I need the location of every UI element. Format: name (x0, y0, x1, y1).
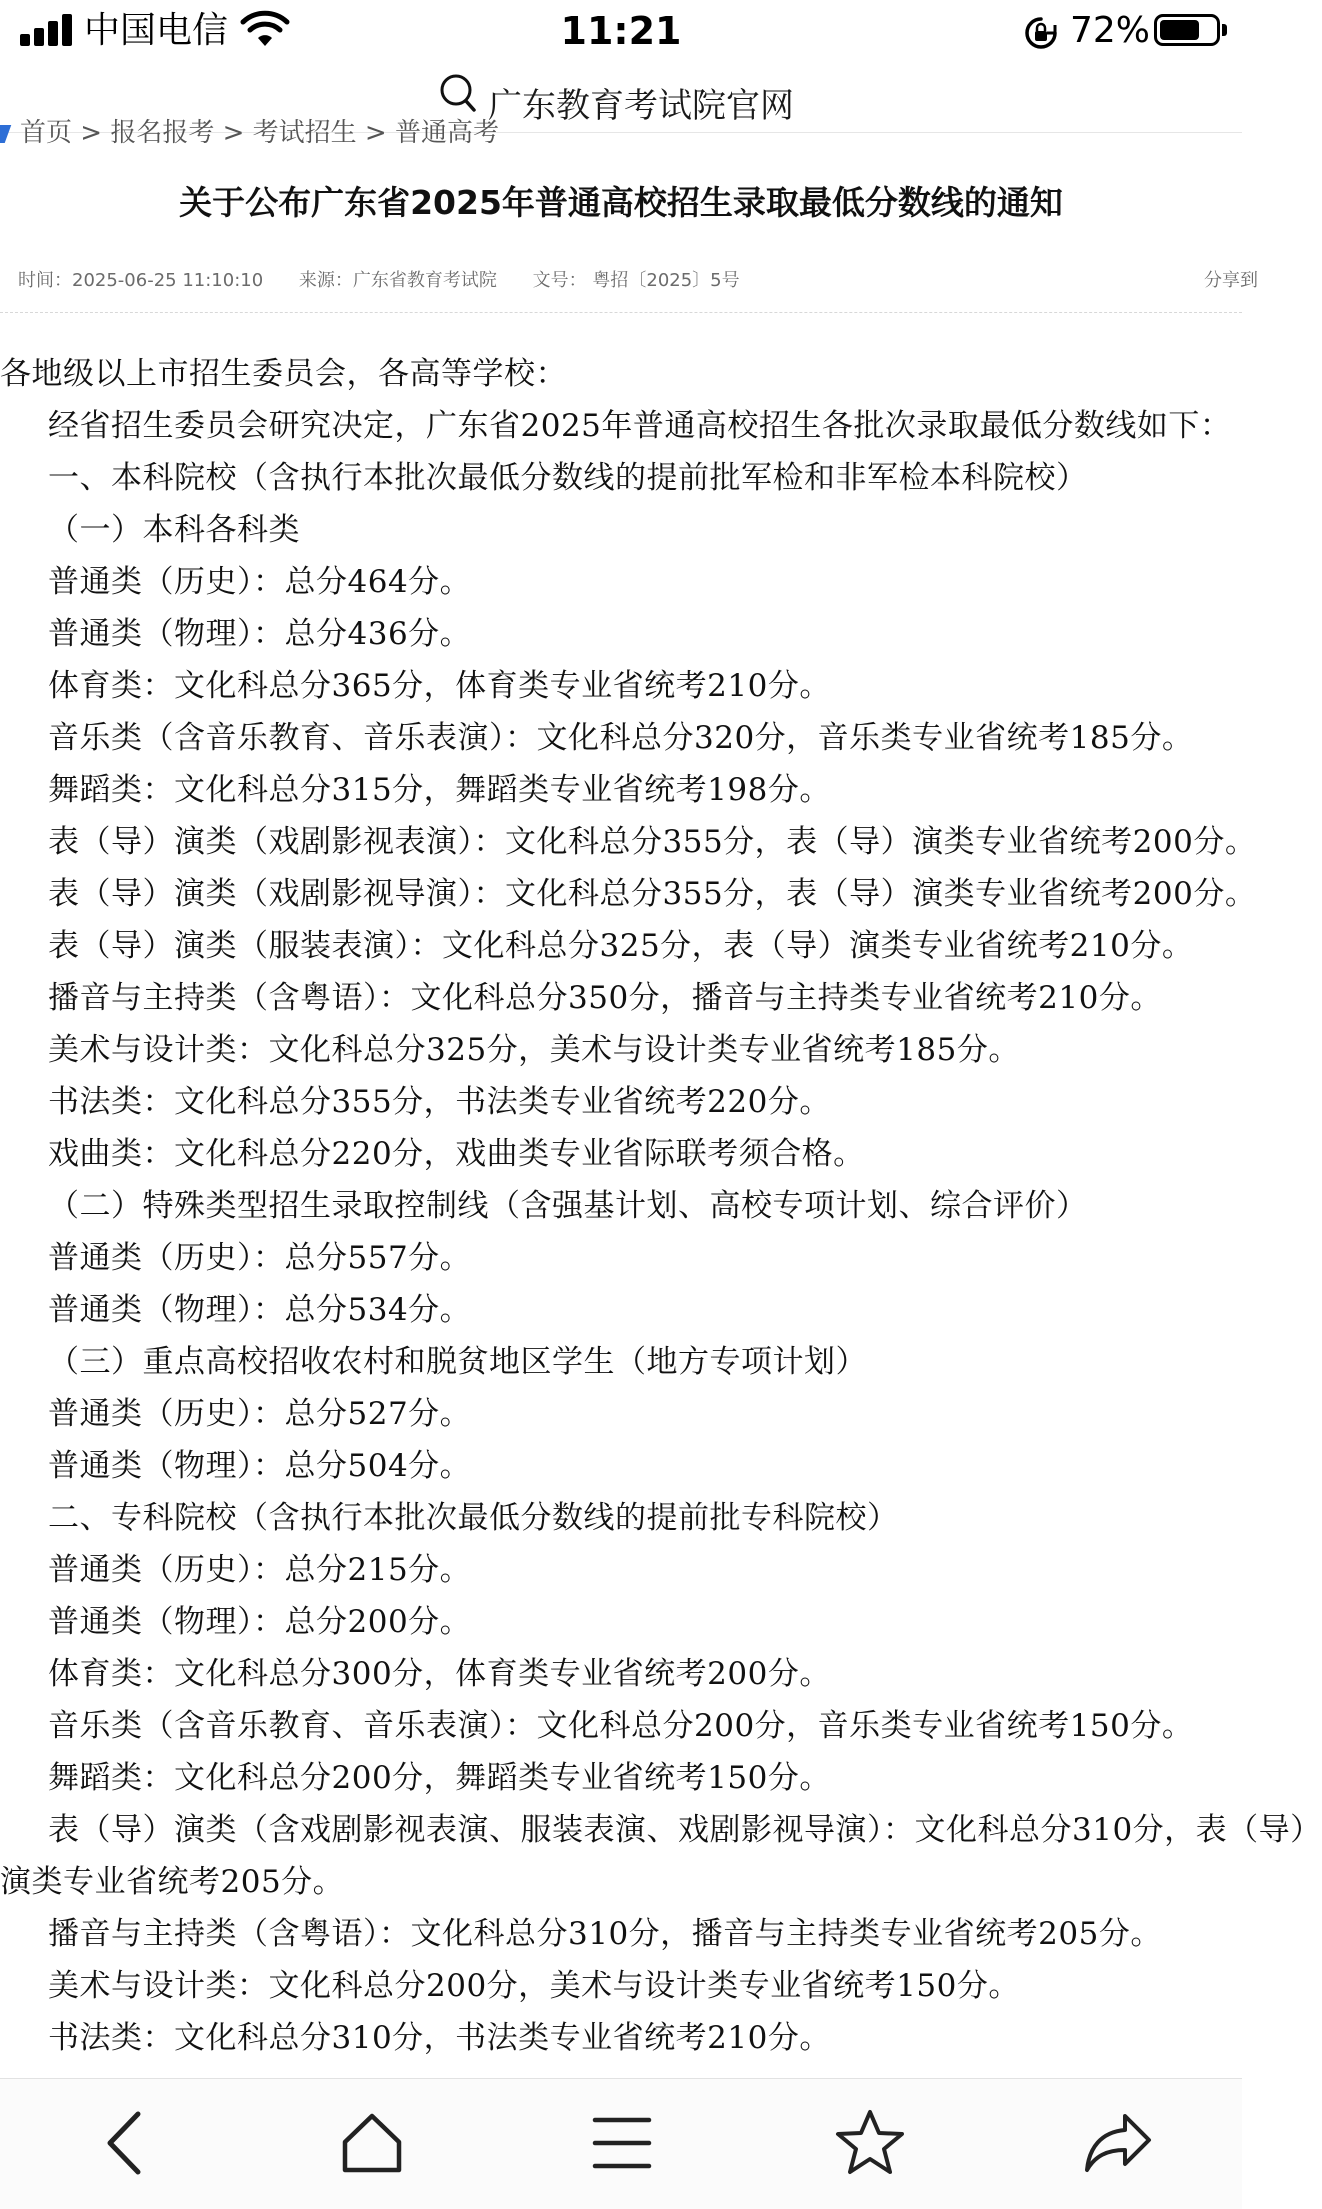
paragraph-line: 普通类（物理）：总分436分。 (48, 616, 472, 652)
section-heading: 一、本科院校（含执行本批次最低分数线的提前批军检和非军检本科院校） (48, 460, 1088, 496)
subsection-heading: （一）本科各科类 (48, 512, 300, 548)
section-heading: 二、专科院校（含执行本批次最低分数线的提前批专科院校） (48, 1500, 899, 1536)
paragraph-line: 普通类（物理）：总分504分。 (48, 1448, 472, 1484)
back-button[interactable] (66, 2093, 186, 2193)
paragraph-line: 演类专业省统考205分。 (0, 1864, 345, 1900)
paragraph-line: 播音与主持类（含粤语）：文化科总分310分，播音与主持类专业省统考205分。 (48, 1916, 1162, 1952)
location-icon (0, 125, 11, 143)
paragraph-line: 播音与主持类（含粤语）：文化科总分350分，播音与主持类专业省统考210分。 (48, 980, 1162, 1016)
favorite-icon (834, 2107, 906, 2179)
meta-divider (0, 312, 1242, 313)
battery-level-fill (1160, 20, 1199, 40)
menu-button[interactable] (562, 2093, 682, 2193)
paragraph-line: 美术与设计类：文化科总分325分，美术与设计类专业省统考185分。 (48, 1032, 1020, 1068)
paragraph-line: 体育类：文化科总分365分，体育类专业省统考210分。 (48, 668, 831, 704)
paragraph-line: 普通类（历史）：总分215分。 (48, 1552, 472, 1588)
status-bar (0, 0, 1242, 62)
paragraph-line: 美术与设计类：文化科总分200分，美术与设计类专业省统考150分。 (48, 1968, 1020, 2004)
paragraph-line: 体育类：文化科总分300分，体育类专业省统考200分。 (48, 1656, 831, 1692)
home-icon (337, 2108, 407, 2178)
paragraph-line: 普通类（物理）：总分200分。 (48, 1604, 472, 1640)
share-button[interactable] (1058, 2093, 1178, 2193)
paragraph-line: 普通类（历史）：总分527分。 (48, 1396, 472, 1432)
home-button[interactable] (312, 2093, 432, 2193)
salutation-line: 各地级以上市招生委员会，各高等学校： (0, 356, 567, 392)
share-icon (1081, 2108, 1155, 2178)
publish-time: 时间：2025-06-25 11:10:10 (18, 270, 264, 291)
article-meta (18, 266, 1258, 300)
paragraph-line: 舞蹈类：文化科总分200分，舞蹈类专业省统考150分。 (48, 1760, 831, 1796)
search-icon (438, 72, 478, 118)
share-link[interactable]: 分享到 (1204, 270, 1258, 291)
paragraph-line: 书法类：文化科总分310分，书法类专业省统考210分。 (48, 2020, 831, 2056)
paragraph-line: 经省招生委员会研究决定，广东省2025年普通高校招生各批次录取最低分数线如下： (48, 408, 1232, 444)
paragraph-line: 舞蹈类：文化科总分315分，舞蹈类专业省统考198分。 (48, 772, 831, 808)
address-title[interactable]: 广东教育考试院官网 (488, 86, 794, 126)
paragraph-line: 普通类（历史）：总分464分。 (48, 564, 472, 600)
document-number: 文号： 粤招〔2025〕5号 (532, 270, 740, 291)
favorite-button[interactable] (810, 2093, 930, 2193)
paragraph-line: 音乐类（含音乐教育、音乐表演）：文化科总分320分，音乐类专业省统考185分。 (48, 720, 1194, 756)
paragraph-line: 普通类（物理）：总分534分。 (48, 1292, 472, 1328)
status-time: 11:21 (560, 9, 682, 53)
breadcrumb[interactable] (0, 118, 499, 148)
paragraph-line: 表（导）演类（服装表演）：文化科总分325分，表（导）演类专业省统考210分。 (48, 928, 1194, 964)
breadcrumb-text[interactable]: 首页 > 报名报考 > 考试招生 > 普通高考 (20, 118, 499, 148)
subsection-heading: （三）重点高校招收农村和脱贫地区学生（地方专项计划） (48, 1344, 867, 1380)
paragraph-line: 表（导）演类（戏剧影视导演）：文化科总分355分，表（导）演类专业省统考200分。 (48, 876, 1257, 912)
paragraph-line: 普通类（历史）：总分557分。 (48, 1240, 472, 1276)
subsection-heading: （二）特殊类型招生录取控制线（含强基计划、高校专项计划、综合评价） (48, 1188, 1088, 1224)
paragraph-line: 表（导）演类（戏剧影视表演）：文化科总分355分，表（导）演类专业省统考200分。 (48, 824, 1257, 860)
carrier-name: 中国电信 (84, 10, 229, 51)
rotation-lock-icon (1024, 16, 1058, 50)
battery-nub (1222, 24, 1227, 36)
article-title: 关于公布广东省2025年普通高校招生录取最低分数线的通知 (179, 183, 1063, 222)
battery-percent: 72% (1070, 10, 1151, 51)
paragraph-line: 表（导）演类（含戏剧影视表演、服装表演、戏剧影视导演）：文化科总分310分，表（导） (48, 1812, 1322, 1848)
paragraph-line: 戏曲类：文化科总分220分，戏曲类专业省际联考须合格。 (48, 1136, 865, 1172)
paragraph-line: 书法类：文化科总分355分，书法类专业省统考220分。 (48, 1084, 831, 1120)
bottom-toolbar (0, 2078, 1242, 2209)
back-icon (96, 2108, 156, 2178)
article-source: 来源：广东省教育考试院 (298, 270, 497, 291)
breadcrumb-container (0, 118, 1242, 148)
menu-icon (587, 2108, 657, 2178)
paragraph-line: 音乐类（含音乐教育、音乐表演）：文化科总分200分，音乐类专业省统考150分。 (48, 1708, 1194, 1744)
article-body (0, 348, 1322, 2078)
battery-icon (1154, 14, 1220, 46)
